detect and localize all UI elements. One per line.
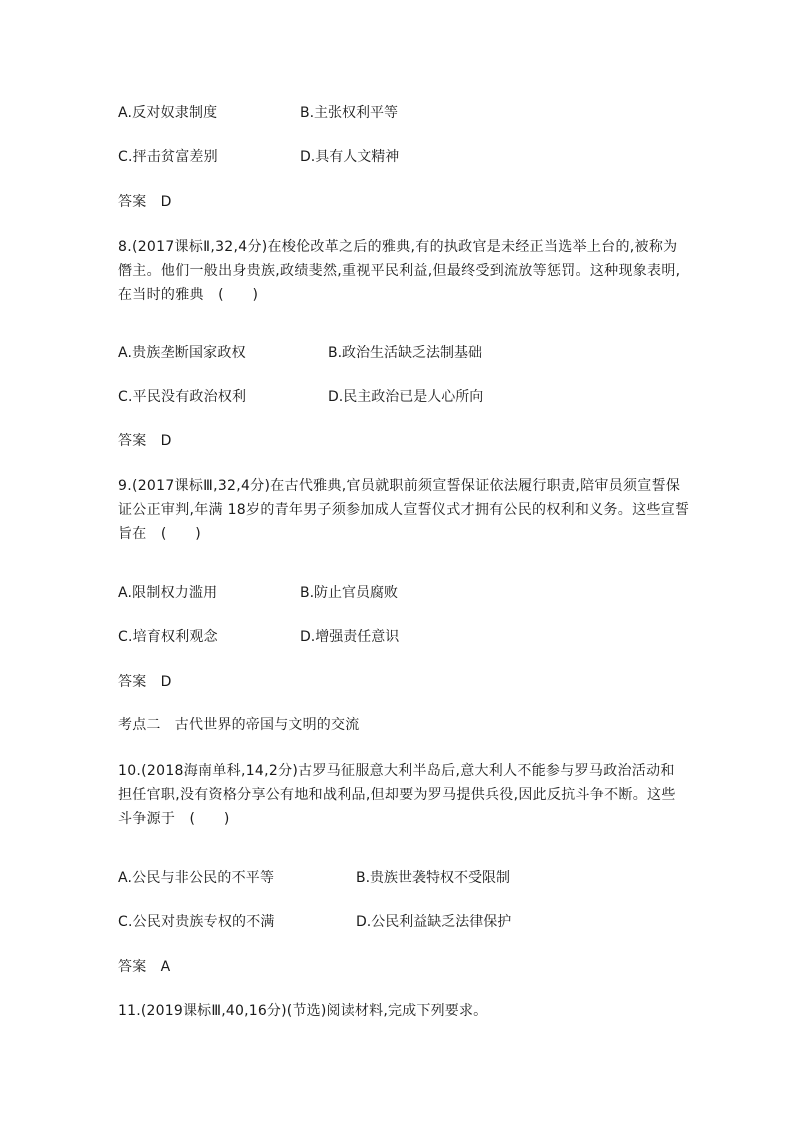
q9-stem-line: 证公正审判,年满 18岁的青年男子须参加成人宣誓仪式才拥有公民的权利和义务。这些宣誓 (118, 502, 690, 518)
q7-option-c: C.抨击贫富差别 (118, 149, 218, 165)
q8-stem-line: 8.(2017课标Ⅱ,32,4分)在梭伦改革之后的雅典,有的执政官是未经正当选举上台的,被称为 (118, 239, 678, 255)
q9-stem-line: 9.(2017课标Ⅲ,32,4分)在古代雅典,官员就职前须宣誓保证依法履行职责,陪审员须宣誓保 (118, 478, 681, 494)
q9-option-a: A.限制权力滥用 (118, 585, 218, 601)
q10-option-d: D.公民利益缺乏法律保护 (356, 914, 512, 930)
q8-option-d: D.民主政治已是人心所向 (328, 389, 484, 405)
q8-answer: 答案 D (118, 433, 172, 449)
q7-option-b: B.主张权利平等 (300, 105, 399, 121)
q11-stem: 11.(2019课标Ⅲ,40,16分)(节选)阅读材料,完成下列要求。 (118, 1003, 488, 1019)
q9-option-c: C.培育权利观念 (118, 629, 218, 645)
q10-answer: 答案 A (118, 959, 171, 975)
q8-option-a: A.贵族垄断国家政权 (118, 345, 246, 361)
q8-stem (118, 235, 681, 307)
q7-answer: 答案 D (118, 194, 172, 210)
q10-option-c: C.公民对贵族专权的不满 (118, 914, 275, 930)
q10-stem-line: 10.(2018海南单科,14,2分)古罗马征服意大利半岛后,意大利人不能参与罗马政治活动和 (118, 763, 675, 779)
q10-option-b: B.贵族世袭特权不受限制 (356, 870, 511, 886)
section-heading: 考点二 古代世界的帝国与文明的交流 (118, 717, 360, 733)
q8-stem-line: 在当时的雅典 ( ) (118, 287, 259, 303)
q9-stem (118, 474, 690, 546)
q8-option-c: C.平民没有政治权利 (118, 389, 247, 405)
q10-option-a: A.公民与非公民的不平等 (118, 870, 275, 886)
q9-answer: 答案 D (118, 674, 172, 690)
q8-stem-line: 僭主。他们一般出身贵族,政绩斐然,重视平民利益,但最终受到流放等惩罚。这种现象表明, (118, 263, 681, 279)
q10-stem (118, 759, 678, 831)
q9-option-b: B.防止官员腐败 (300, 585, 399, 601)
q9-option-d: D.增强责任意识 (300, 629, 400, 645)
q8-option-b: B.政治生活缺乏法制基础 (328, 345, 483, 361)
q10-stem-line: 担任官职,没有资格分享公有地和战利品,但却要为罗马提供兵役,因此反抗斗争不断。这些 (118, 787, 676, 803)
q7-option-d: D.具有人文精神 (300, 149, 400, 165)
q9-stem-line: 旨在 ( ) (118, 526, 202, 542)
q10-stem-line: 斗争源于 ( ) (118, 811, 230, 827)
q7-option-a: A.反对奴隶制度 (118, 105, 218, 121)
